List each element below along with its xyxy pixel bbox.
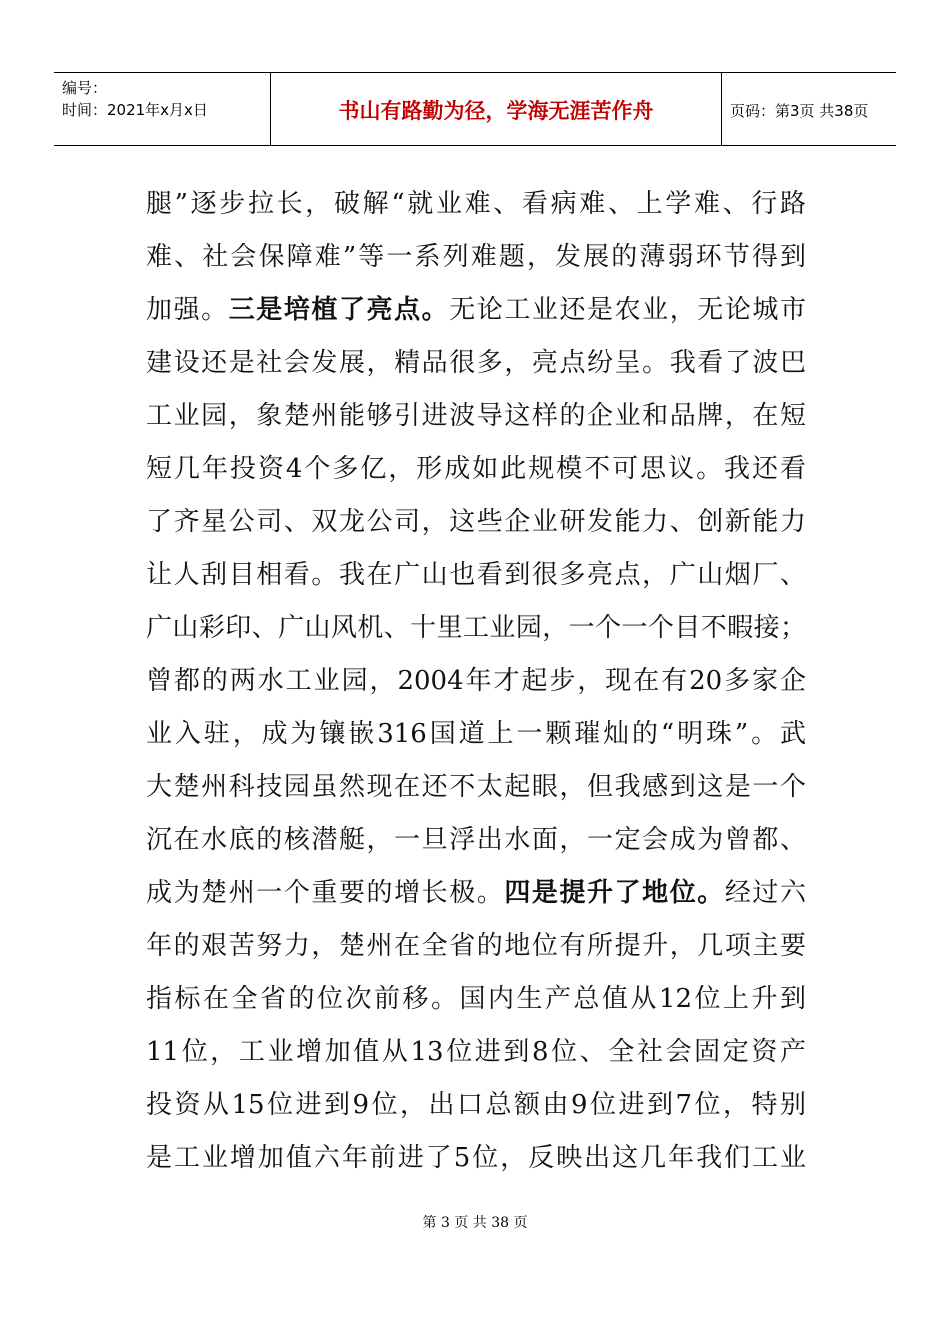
text-line-segment: 大楚州科技园虽然现在还不太起眼，但我感到这是一个 (146, 772, 806, 802)
text-line (146, 708, 806, 761)
text-line-segment: 短几年投资4个多亿，形成如此规模不可思议。我还看 (146, 454, 806, 484)
text-line (146, 496, 806, 549)
text-line (146, 920, 806, 973)
text-line-segment: 年的艰苦努力，楚州在全省的地位有所提升，几项主要 (146, 931, 806, 961)
header-page-number: 页码：第3页 共38页 (730, 102, 869, 120)
text-line-segment: 指标在全省的位次前移。国内生产总值从12位上升到 (146, 984, 806, 1014)
text-line-segment: 无论工业还是农业，无论城市 (449, 295, 806, 325)
text-line-segment: 业入驻，成为镶嵌316国道上一颗璀灿的“明珠”。武 (146, 719, 806, 749)
text-line (146, 178, 806, 231)
text-line (146, 1026, 806, 1079)
page-header (54, 72, 896, 146)
document-body (146, 178, 806, 1185)
document-number-label: 编号： (62, 79, 108, 97)
text-line (146, 602, 806, 655)
text-line-segment: 加强。 (146, 295, 229, 325)
text-line-segment: 了齐星公司、双龙公司，这些企业研发能力、创新能力 (146, 507, 806, 537)
text-line-segment: 让人刮目相看。我在广山也看到很多亮点，广山烟厂、 (146, 560, 806, 590)
bold-heading-segment: 三是培植了亮点。 (228, 295, 450, 325)
text-line-segment: 成为楚州一个重要的增长极。 (146, 878, 505, 908)
text-line (146, 973, 806, 1026)
page-footer: 第 3 页 共 38 页 (422, 1215, 528, 1231)
text-line-segment: 经过六 (724, 878, 806, 908)
text-line-segment: 建设还是社会发展，精品很多，亮点纷呈。我看了波巴 (146, 348, 806, 378)
text-line-segment: 腿”逐步拉长，破解“就业难、看病难、上学难、行路 (146, 189, 806, 219)
document-time-label: 时间：2021年x月x日 (62, 101, 208, 119)
header-motto-cell (270, 73, 722, 145)
text-line-segment: 工业园，象楚州能够引进波导这样的企业和品牌，在短 (146, 401, 806, 431)
text-line-segment: 沉在水底的核潜艇，一旦浮出水面，一定会成为曾都、 (146, 825, 806, 855)
header-meta-cell (54, 73, 270, 145)
text-line-segment: 11位，工业增加值从13位进到8位、全社会固定资产 (146, 1037, 806, 1067)
text-line-segment: 投资从15位进到9位，出口总额由9位进到7位，特别 (146, 1090, 806, 1120)
text-line (146, 655, 806, 708)
header-page-cell (720, 73, 896, 145)
text-line (146, 231, 806, 284)
text-line (146, 1079, 806, 1132)
text-line (146, 284, 806, 337)
bold-heading-segment: 四是提升了地位。 (504, 878, 725, 908)
text-line (146, 761, 806, 814)
text-line (146, 1132, 806, 1185)
text-line-segment: 广山彩印、广山风机、十里工业园，一个一个目不暇接； (146, 613, 806, 643)
text-line-segment: 是工业增加值六年前进了5位，反映出这几年我们工业 (146, 1143, 806, 1173)
text-line (146, 549, 806, 602)
text-line-segment: 难、社会保障难”等一系列难题，发展的薄弱环节得到 (146, 242, 806, 272)
header-motto: 书山有路勤为径，学海无涯苦作舟 (338, 99, 654, 123)
text-line (146, 867, 806, 920)
text-line (146, 814, 806, 867)
text-line (146, 337, 806, 390)
text-line (146, 443, 806, 496)
text-line (146, 390, 806, 443)
text-line-segment: 曾都的两水工业园，2004年才起步，现在有20多家企 (146, 666, 806, 696)
